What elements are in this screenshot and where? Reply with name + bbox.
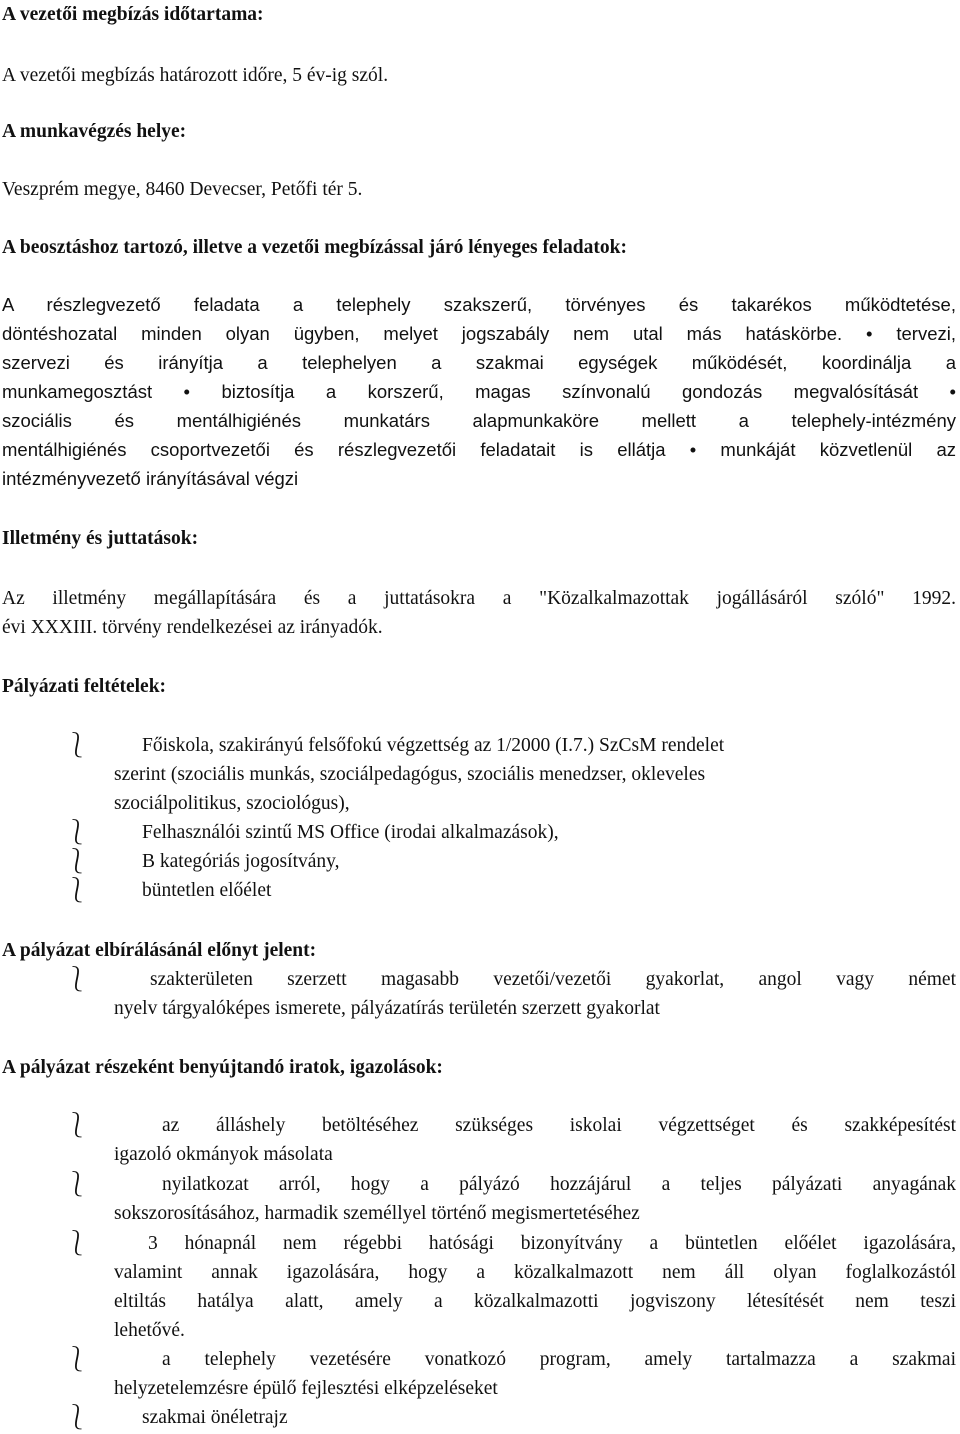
documents-item: lehetővé. bbox=[114, 1320, 185, 1341]
salary-heading: Illetmény és juttatások: bbox=[2, 528, 199, 549]
tasks-line: szervezi és irányítja a telephelyen a szakmai egységek működését, koordinálja a bbox=[2, 352, 956, 373]
bullet-icon: ⎱ bbox=[65, 818, 89, 846]
conditions-item: szociálpolitikus, szociológus), bbox=[114, 793, 350, 814]
tasks-line: intézményvezető irányításával végzi bbox=[2, 468, 299, 489]
documents-heading: A pályázat részeként benyújtandó iratok, igazolások: bbox=[2, 1057, 443, 1078]
documents-item: eltiltás hatálya alatt, amely a közalkalmazotti jogviszony létesítését nem teszi bbox=[114, 1291, 956, 1312]
bullet-icon: ⎱ bbox=[65, 1345, 89, 1373]
documents-item: helyzetelemzésre épülő fejlesztési elképzeléseket bbox=[114, 1378, 498, 1399]
conditions-item: büntetlen előélet bbox=[142, 880, 272, 901]
documents-item: nyilatkozat arról, hogy a pályázó hozzájárul a teljes pályázati anyagának bbox=[162, 1174, 956, 1195]
bullet-icon: ⎱ bbox=[65, 1170, 89, 1198]
duration-text: A vezetői megbízás határozott időre, 5 év-ig szól. bbox=[2, 65, 389, 86]
documents-item: valamint annak igazolására, hogy a közalkalmazott nem áll olyan foglalkozástól bbox=[114, 1262, 956, 1283]
conditions-item: B kategóriás jogosítvány, bbox=[142, 851, 340, 872]
tasks-line: munkamegosztást • biztosítja a korszerű, magas színvonalú gondozás megvalósítását • bbox=[2, 381, 956, 402]
bullet-icon: ⎱ bbox=[65, 965, 89, 993]
tasks-line: mentálhigiénés csoportvezetői és részlegvezetői feladatait is ellátja • munkáját közvetlenül az bbox=[2, 439, 956, 460]
bullet-icon: ⎱ bbox=[65, 1111, 89, 1139]
tasks-heading: A beosztáshoz tartozó, illetve a vezetői megbízással járó lényeges feladatok: bbox=[2, 237, 627, 258]
conditions-item: Felhasználói szintű MS Office (irodai alkalmazások), bbox=[142, 822, 559, 843]
bullet-icon: ⎱ bbox=[65, 847, 89, 875]
salary-line: Az illetmény megállapítására és a juttatásokra a "Közalkalmazottak jogállásáról szóló" 1992. bbox=[2, 588, 956, 609]
conditions-item: szerint (szociális munkás, szociálpedagógus, szociális menedzser, okleveles bbox=[114, 764, 706, 785]
workplace-heading: A munkavégzés helye: bbox=[2, 121, 187, 142]
documents-item: a telephely vezetésére vonatkozó program, amely tartalmazza a szakmai bbox=[162, 1349, 956, 1370]
documents-item: 3 hónapnál nem régebbi hatósági bizonyítvány a büntetlen előélet igazolására, bbox=[148, 1233, 956, 1254]
advantage-item: szakterületen szerzett magasabb vezetői/vezetői gyakorlat, angol vagy német bbox=[150, 969, 956, 990]
conditions-item: Főiskola, szakirányú felsőfokú végzettség az 1/2000 (I.7.) SzCsM rendelet bbox=[142, 735, 725, 756]
bullet-icon: ⎱ bbox=[65, 1403, 89, 1431]
salary-line: évi XXXIII. törvény rendelkezései az irányadók. bbox=[2, 617, 383, 638]
duration-heading: A vezetői megbízás időtartama: bbox=[2, 4, 264, 25]
tasks-line: A részlegvezető feladata a telephely szakszerű, törvényes és takarékos működtetése, bbox=[2, 294, 956, 315]
advantage-heading: A pályázat elbírálásánál előnyt jelent: bbox=[2, 940, 317, 961]
tasks-line: szociális és mentálhigiénés munkatárs alapmunkaköre mellett a telephely-intézmény bbox=[2, 410, 956, 431]
advantage-item: nyelv tárgyalóképes ismerete, pályázatírás területén szerzett gyakorlat bbox=[114, 998, 660, 1019]
bullet-icon: ⎱ bbox=[65, 876, 89, 904]
documents-item: igazoló okmányok másolata bbox=[114, 1144, 333, 1165]
bullet-icon: ⎱ bbox=[65, 731, 89, 759]
documents-item: az álláshely betöltéséhez szükséges iskolai végzettséget és szakképesítést bbox=[162, 1115, 956, 1136]
tasks-line: döntéshozatal minden olyan ügyben, melyet jogszabály nem utal más hatáskörbe. • tervezi, bbox=[2, 323, 956, 344]
bullet-icon: ⎱ bbox=[65, 1229, 89, 1257]
workplace-text: Veszprém megye, 8460 Devecser, Petőfi tér 5. bbox=[2, 179, 363, 200]
documents-item: szakmai önéletrajz bbox=[142, 1407, 288, 1428]
conditions-heading: Pályázati feltételek: bbox=[2, 676, 167, 697]
documents-item: sokszorosításához, harmadik személlyel történő megismertetéséhez bbox=[114, 1203, 640, 1224]
